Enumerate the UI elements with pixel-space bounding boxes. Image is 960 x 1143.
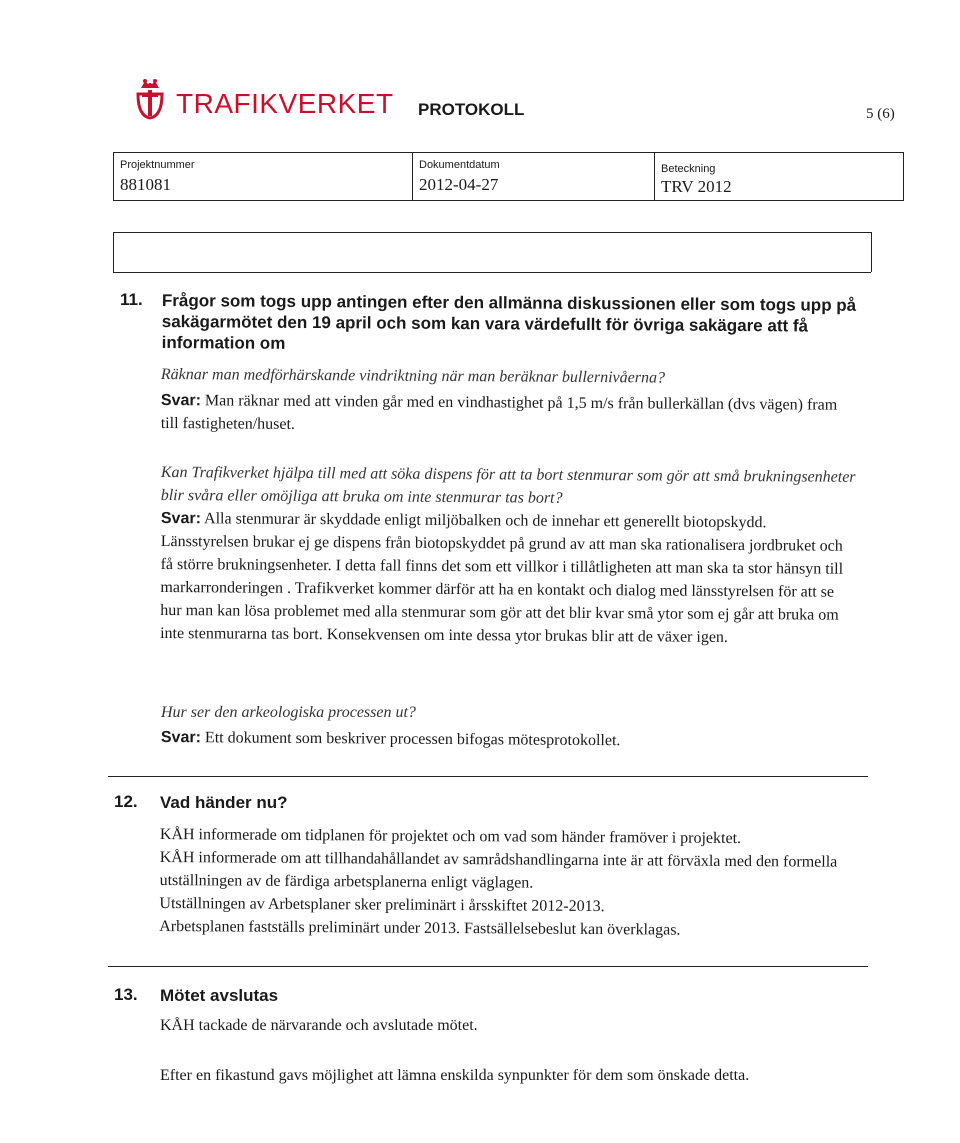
project-number-label: Projektnummer — [120, 159, 195, 171]
metadata-table — [113, 152, 904, 201]
answer-2 — [160, 507, 845, 650]
divider — [108, 776, 868, 777]
answer-1 — [161, 389, 841, 440]
list-item: KÅH informerade om att tillhandahållandet av samrådshandlingarna inte är att förväxla med den formella utställningen av de färdiga arbetsplanerna enligt väglagen. — [159, 848, 838, 892]
divider — [113, 232, 114, 272]
answer-label: Svar: — [160, 509, 202, 528]
designation-value: TRV 2012 — [661, 177, 732, 196]
section-12-number: 12. — [114, 792, 138, 811]
answer-2-text: Alla stenmurar är skyddade enligt miljöbalken och de innehar ett generellt biotopskydd. Länsstyrelsen brukar ej ge dispens från biotopskyddet på grund av att man ska rationalisera jordbruket och få större brukningsenheter. I detta fall finns det som ett villkor i tillåtligheten att man ska ta stor hänsyn till markarronderingen . Trafikverket kommer därför att ha en kontakt och dialog med länsstyrelsen för att se hur man kan lösa problemet med alla stenmurar som gör att det blir kvar små ytor som ej går att bruka om inte stenmurarna tas bort. Konsekvensen om inte dessa ytor brukas blir att de växer igen. — [160, 510, 844, 646]
divider — [871, 232, 872, 272]
section-11-number: 11. — [120, 290, 143, 309]
document-date-cell — [412, 153, 655, 200]
brand-name: TRAFIKVERKET — [176, 88, 394, 119]
section-13-number: 13. — [114, 985, 138, 1004]
section-12-title: Vad händer nu? — [160, 793, 288, 812]
divider — [108, 966, 868, 967]
section-13-line-1: KÅH tackade de närvarande och avslutade mötet. — [160, 1017, 478, 1034]
designation-label: Beteckning — [661, 163, 716, 175]
section-13-title: Mötet avslutas — [160, 986, 279, 1005]
document-type: PROTOKOLL — [418, 100, 525, 119]
page-number: 5 (6) — [866, 106, 895, 122]
trafikverket-logo-icon — [133, 78, 167, 120]
designation-cell — [654, 153, 904, 200]
question-1: Räknar man medförhärskande vindriktning när man beräknar bullernivåerna? — [160, 366, 666, 387]
answer-1-text: Man räknar med att vinden går med en vindhastighet på 1,5 m/s från bullerkällan (dvs vägen) fram till fastigheten/huset. — [160, 392, 838, 433]
answer-label: Svar: — [160, 391, 202, 410]
project-number-cell — [114, 153, 412, 200]
section-13-line-2: Efter en fikastund gavs möjlighet att lämna enskilda synpunkter för dem som önskade detta. — [160, 1067, 750, 1084]
section-11-title: Frågor som togs upp antingen efter den allmänna diskussionen eller som togs upp på sakägarmötet den 19 april och som kan vara värdefullt för övriga sakägare att få information om — [161, 290, 857, 353]
answer-3 — [161, 726, 861, 754]
divider — [113, 232, 871, 233]
list-item: KÅH informerade om tidplanen för projektet och om vad som händer framöver i projektet. — [159, 825, 742, 848]
divider — [113, 272, 871, 273]
project-number-value: 881081 — [120, 175, 171, 194]
answer-3-text: Ett dokument som beskriver processen bifogas mötesprotokollet. — [204, 729, 621, 750]
question-3: Hur ser den arkeologiska processen ut? — [161, 704, 416, 721]
answer-label: Svar: — [160, 728, 202, 747]
document-date-label: Dokumentdatum — [419, 159, 500, 171]
document-date-value: 2012-04-27 — [419, 175, 499, 194]
list-item: Arbetsplanen fastställs preliminärt under 2013. Fastsällelsebeslut kan överklagas. — [159, 917, 681, 939]
question-2: Kan Trafikverket hjälpa till med att söka dispens för att ta bort stenmurar som gör att små brukningsenheter blir svåra eller omöjliga att bruka om inte stenmurar tas bort? — [160, 463, 856, 507]
list-item: Utställningen av Arbetsplaner sker preliminärt i årsskiftet 2012-2013. — [159, 894, 605, 916]
section-12-body — [159, 823, 860, 943]
